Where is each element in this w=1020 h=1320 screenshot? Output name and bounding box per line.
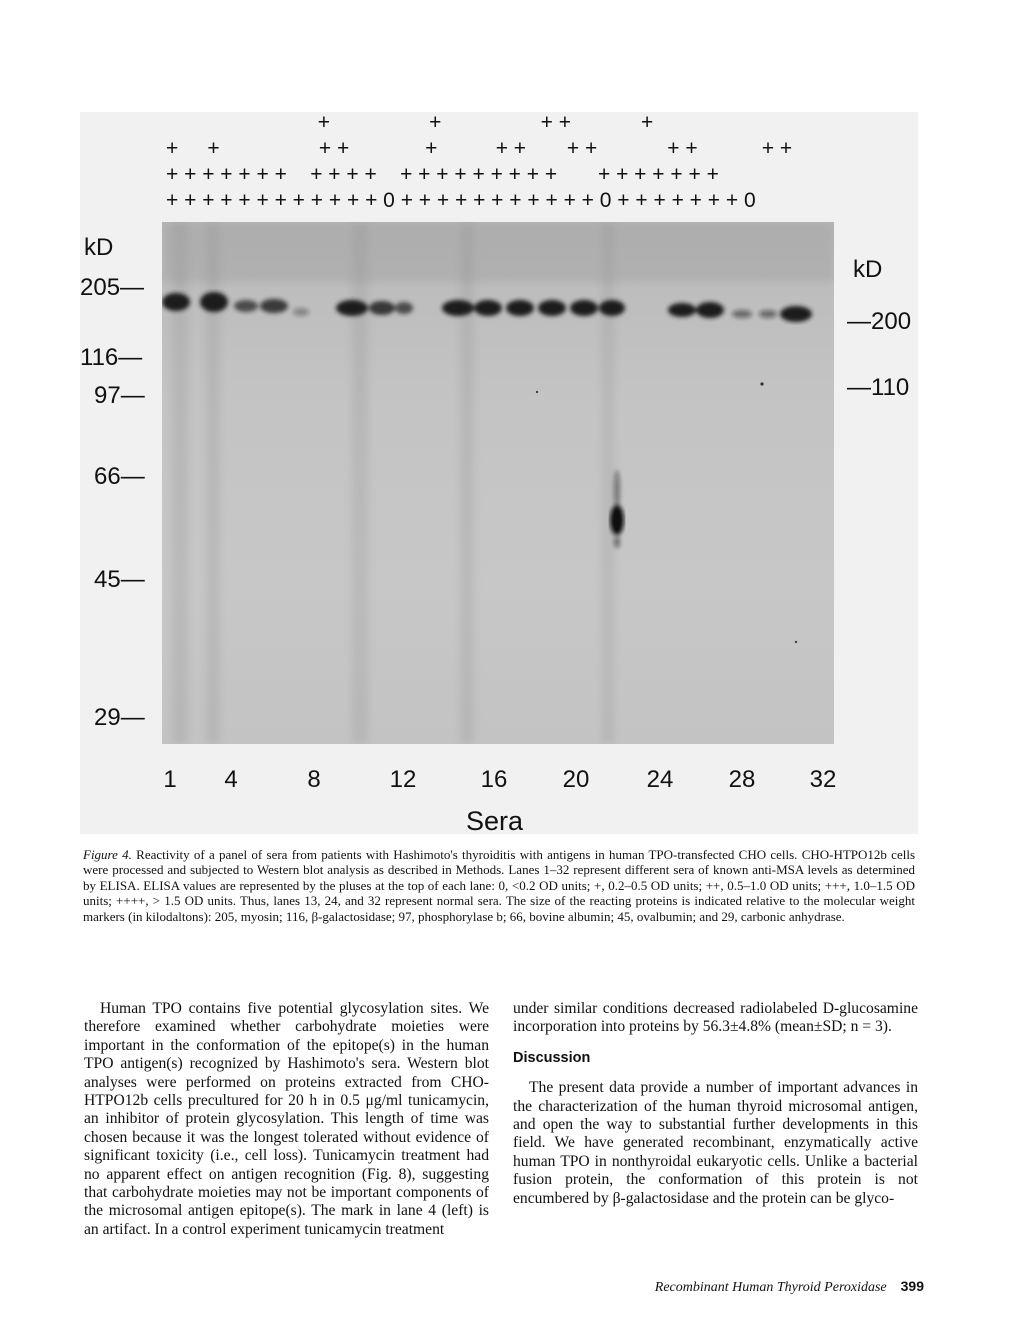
kd-label-left: kD <box>84 234 114 261</box>
lane-label-24: 24 <box>646 766 674 793</box>
running-title: Recombinant Human Thyroid Peroxidase <box>654 1280 887 1295</box>
lane-label-32: 32 <box>809 766 837 793</box>
body-paragraph: The present data provide a number of important advances in the characterization of the human thyroid microsomal antigen, and open the way to substantial further developments in this field. We have generated recombinant, enzymatically active human TPO in nonthyroidal eukaryotic cells. Unlike a bacterial fusion protein, the conformation of this protein is not encumbered by β-galactosidase and the protein can be glyco- <box>513 1079 918 1207</box>
marker-66: 66— <box>94 463 145 490</box>
marker-29: 29— <box>94 704 145 731</box>
right-column <box>513 1000 918 1208</box>
caption-text: Reactivity of a panel of sera from patients with Hashimoto's thyroiditis with antigens in human TPO-transfected CHO cells. CHO-HTPO12b cells were processed and subjected to Western blot analysis as described in Methods. Lanes 1–32 represent different sera of known anti-MSA levels as determined by ELISA. ELISA values are represented by the pluses at the top of each lane: 0, <0.2 OD units; +, 0.2–0.5 OD units; ++, 0.5–1.0 OD units; +++, 1.0–1.5 OD units; ++++, > 1.5 OD units. Thus, lanes 13, 24, and 32 represent normal sera. The size of the reacting proteins is indicated relative to the molecular weight markers (in kilodaltons): 205, myosin; 116, β-galactosidase; 97, phosphorylase b; 66, bovine albumin; 45, ovalbumin; and 29, carbonic anhydrase. <box>83 847 915 924</box>
figure-caption <box>83 847 915 924</box>
body-paragraph-continuation: under similar conditions decreased radiolabeled D-glucosamine incorporation into proteins by 56.3±4.8% (mean±SD; n = 3). <box>513 1000 918 1036</box>
marker-97: 97— <box>94 382 145 409</box>
blot-bands <box>162 222 834 744</box>
body-paragraph: Human TPO contains five potential glycosylation sites. We therefore examined whether carbohydrate moieties were important in the conformation of the epitope(s) in the human TPO antigen(s) recognized by Hashimoto's sera. Western blot analyses were performed on proteins extracted from CHO-HTPO12b cells precultured for 20 h in 0.5 μg/ml tunicamycin, an inhibitor of protein glycosylation. This length of time was chosen because it was the longest tolerated without evidence of significant toxicity (i.e., cell loss). Tunicamycin treatment had no apparent effect on antigen recognition (Fig. 8), suggesting that carbohydrate moieties may not be important components of the microsomal antigen epitope(s). The mark in lane 4 (left) is an artifact. In a control experiment tunicamycin treatment <box>84 1000 489 1238</box>
blot-membrane <box>162 222 834 744</box>
section-heading: Discussion <box>513 1049 591 1066</box>
lane-label-12: 12 <box>389 766 417 793</box>
lane-label-8: 8 <box>307 766 321 793</box>
lane-label-28: 28 <box>728 766 756 793</box>
page-number: 399 <box>900 1278 924 1294</box>
elisa-plus-row-2: + + + + + + + + + + + + + <box>166 137 793 160</box>
marker-45: 45— <box>94 566 145 593</box>
kd-label-right: kD <box>853 256 883 283</box>
lane-label-4: 4 <box>224 766 238 793</box>
marker-116: 116— <box>80 344 143 371</box>
elisa-plus-row-4: + + + + + + + + + + + + 0 + + + + + + + + + + + 0 + + + + + + + 0 <box>166 189 756 212</box>
lane-label-20: 20 <box>562 766 590 793</box>
marker-110: —110 <box>847 374 910 401</box>
elisa-plus-row-3: + + + + + + + + + + + + + + + + + + + + + + + + + + + <box>166 163 719 186</box>
lane-label-16: 16 <box>480 766 508 793</box>
elisa-plus-row-1: + + + + + <box>166 111 654 134</box>
lane-label-1: 1 <box>163 766 177 793</box>
marker-200: —200 <box>847 308 912 335</box>
page-footer <box>655 1278 924 1296</box>
marker-205: 205— <box>80 274 145 301</box>
caption-label: Figure 4. <box>83 847 132 862</box>
left-column <box>84 1000 489 1239</box>
x-axis-label-sera: Sera <box>466 806 524 836</box>
